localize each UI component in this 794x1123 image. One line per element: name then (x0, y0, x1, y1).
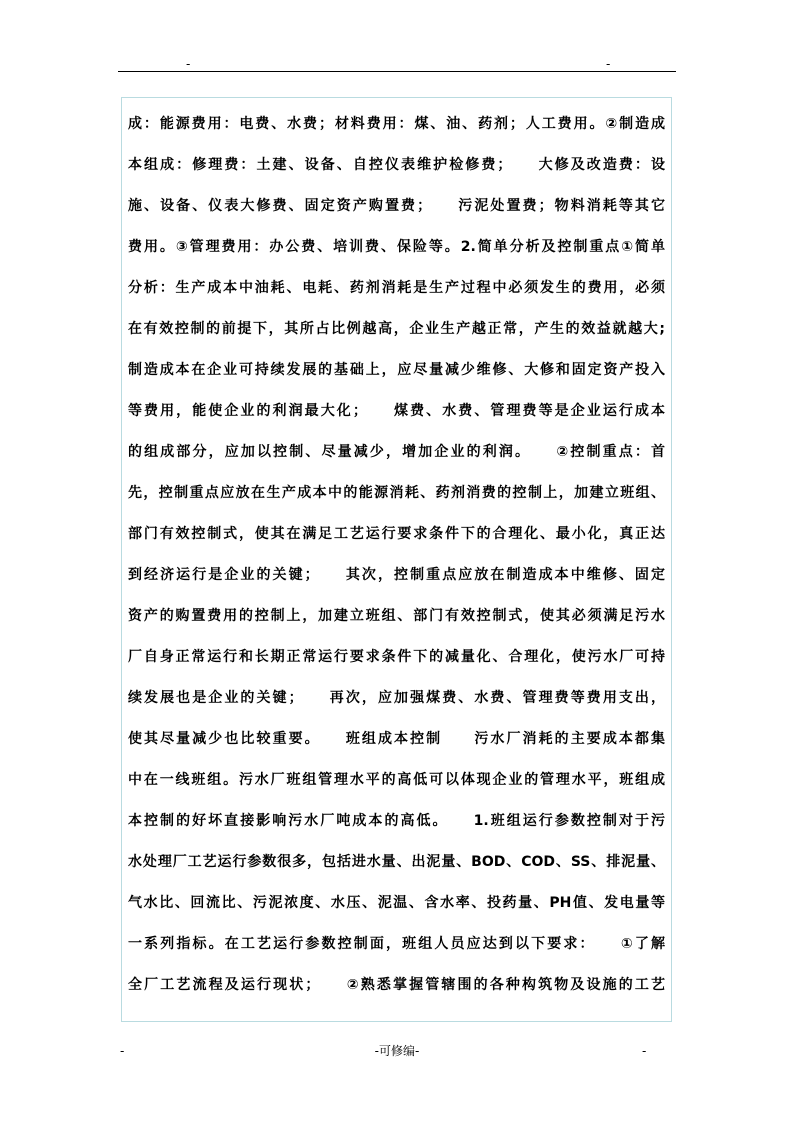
text-line: 厂自身正常运行和长期正常运行要求条件下的减量化、合理化，使污水厂可持 (128, 649, 665, 665)
text-line: 续发展也是企业的关键； 再次，应加强煤费、水费、管理费等费用支出， (128, 690, 665, 706)
text-line: 先，控制重点应放在生产成本中的能源消耗、药剂消费的控制上，加建立班组、 (128, 485, 665, 501)
footer-label: -可修编- (374, 1044, 420, 1058)
header-left-mark: - (186, 57, 191, 71)
text-line: 部门有效控制式，使其在满足工艺运行要求条件下的合理化、最小化，真正达 (128, 526, 665, 542)
text-line: 费用。③管理费用：办公费、培训费、保险等。2.简单分析及控制重点①简单 (128, 239, 665, 255)
text-line: 成：能源费用：电费、水费；材料费用：煤、油、药剂；人工费用。②制造成 (128, 116, 665, 132)
text-line: 水处理厂工艺运行参数很多，包括进水量、出泥量、BOD、COD、SS、排泥量、 (128, 854, 665, 870)
footer-right-mark: - (642, 1044, 647, 1058)
header-rule (118, 71, 676, 72)
footer-left-mark: - (120, 1044, 125, 1058)
text-line: 使其尽量减少也比较重要。 班组成本控制 污水厂消耗的主要成本都集 (128, 731, 665, 747)
text-line: 制造成本在企业可持续发展的基础上，应尽量减少维修、大修和固定资产投入 (128, 362, 665, 378)
text-line: 中在一线班组。污水厂班组管理水平的高低可以体现企业的管理水平，班组成 (128, 772, 665, 788)
text-line: 到经济运行是企业的关键； 其次，控制重点应放在制造成本中维修、固定 (128, 567, 665, 583)
text-line: 一系列指标。在工艺运行参数控制面，班组人员应达到以下要求： ①了解 (128, 936, 665, 952)
text-line: 本组成：修理费：土建、设备、自控仪表维护检修费； 大修及改造费：设 (128, 157, 665, 173)
text-line: 在有效控制的前提下，其所占比例越高，企业生产越正常，产生的效益就越大; (128, 321, 665, 337)
text-frame (121, 97, 672, 1022)
text-line: 本控制的好坏直接影响污水厂吨成本的高低。 1.班组运行参数控制对于污 (128, 813, 665, 829)
text-line: 等费用，能使企业的利润最大化； 煤费、水费、管理费等是企业运行成本 (128, 403, 665, 419)
text-line: 资产的购置费用的控制上，加建立班组、部门有效控制式，使其必须满足污水 (128, 608, 665, 624)
text-line: 分析：生产成本中油耗、电耗、药剂消耗是生产过程中必须发生的费用，必须 (128, 280, 665, 296)
text-line: 的组成部分，应加以控制、尽量减少，增加企业的利润。 ②控制重点：首 (128, 444, 665, 460)
text-line: 气水比、回流比、污泥浓度、水压、泥温、含水率、投药量、PH值、发电量等 (128, 895, 665, 911)
text-line: 施、设备、仪表大修费、固定资产购置费； 污泥处置费；物料消耗等其它 (128, 198, 665, 214)
text-line: 全厂工艺流程及运行现状； ②熟悉掌握管辖围的各种构筑物及设施的工艺 (128, 977, 665, 993)
header-right-mark: - (606, 57, 611, 71)
